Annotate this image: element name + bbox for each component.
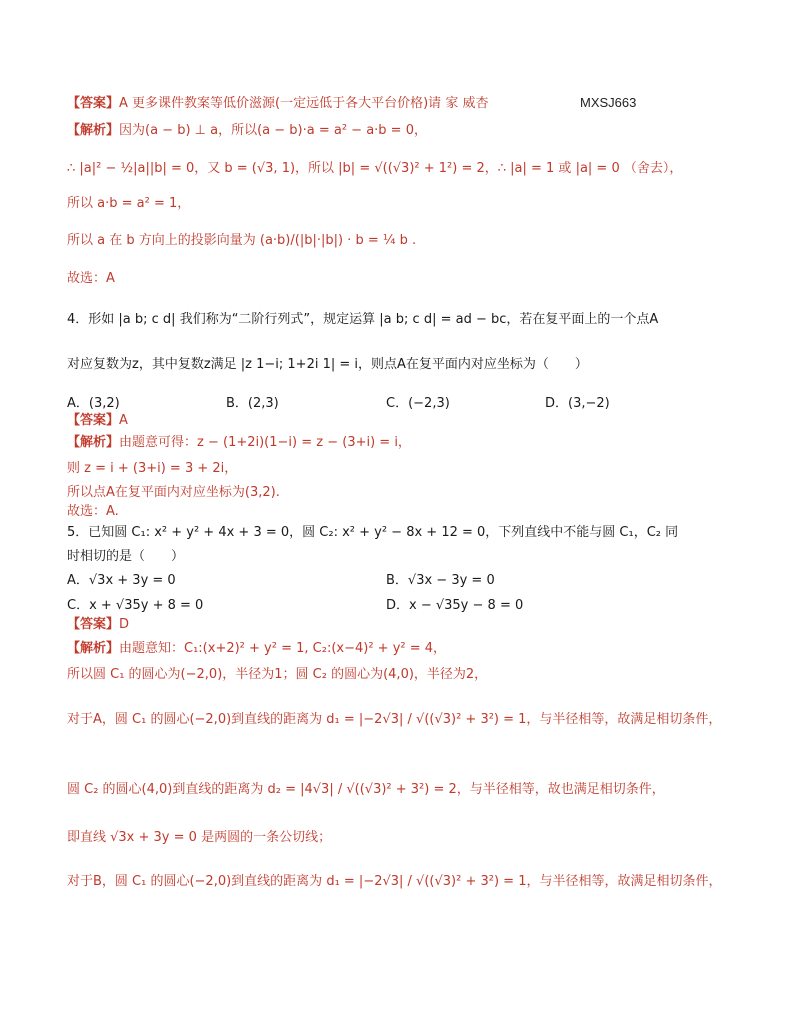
question-4-option-d: D．(3,−2) — [545, 396, 610, 411]
analysis-3-line1 — [67, 122, 427, 140]
analysis-5-line5: 即直线 √3x + 3y = 0 是两圆的一条公切线； — [67, 830, 332, 845]
answer-text: D — [119, 617, 130, 632]
analysis-text: 因为(a − b) ⊥ a，所以(a − b)·a = a² − a·b = 0， — [119, 123, 427, 138]
analysis-4-conclusion: 故选：A. — [67, 504, 119, 519]
analysis-5-line2: 所以圆 C₁ 的圆心为(−2,0)，半径为1；圆 C₂ 的圆心为(4,0)，半径为2， — [67, 667, 488, 682]
answer-3 — [67, 95, 488, 113]
question-5-option-b: B．√3x − 3y = 0 — [386, 573, 495, 588]
answer-tag: 【答案】 — [67, 96, 120, 111]
analysis-tag: 【解析】 — [67, 641, 120, 656]
question-4-line2: 对应复数为z，其中复数z满足 |z 1−i; 1+2i 1| = i，则点A在复平面内对应坐标为（ ） — [67, 357, 588, 372]
question-4-line1: 4．形如 |a b; c d| 我们称为“二阶行列式”，规定运算 |a b; c d| = ad − bc，若在复平面上的一个点A — [67, 312, 659, 327]
question-4-option-b: B．(2,3) — [226, 396, 279, 411]
analysis-text: 由题意可得：z − (1+2i)(1−i) = z − (3+i) = i， — [119, 435, 411, 450]
question-5-line2: 时相切的是（ ） — [67, 549, 185, 564]
question-4-option-a: A．(3,2) — [67, 396, 120, 411]
question-5-option-a: A．√3x + 3y = 0 — [67, 573, 176, 588]
question-4-option-c: C．(−2,3) — [386, 396, 450, 411]
question-5-option-d: D．x − √35y − 8 = 0 — [386, 598, 524, 613]
answer-text: A — [119, 413, 128, 428]
analysis-4-line2: 则 z = i + (3+i) = 3 + 2i， — [67, 461, 238, 476]
analysis-text: 由题意知：C₁:(x+2)² + y² = 1, C₂:(x−4)² + y² = 4， — [119, 641, 447, 656]
analysis-5-line3: 对于A，圆 C₁ 的圆心(−2,0)到直线的距离为 d₁ = |−2√3| / √((√3)² + 3²) = 1，与半径相等，故满足相切条件， — [67, 712, 722, 727]
analysis-5-line1 — [67, 640, 446, 658]
answer-5 — [67, 616, 129, 634]
analysis-3-conclusion: 故选：A — [67, 271, 115, 286]
analysis-3-line3: 所以 a·b = a² = 1， — [67, 196, 191, 211]
question-5-line1: 5．已知圆 C₁: x² + y² + 4x + 3 = 0，圆 C₂: x² + y² − 8x + 12 = 0，下列直线中不能与圆 C₁，C₂ 同 — [67, 525, 679, 540]
analysis-5-line6: 对于B，圆 C₁ 的圆心(−2,0)到直线的距离为 d₁ = |−2√3| / √((√3)² + 3²) = 1，与半径相等，故满足相切条件， — [67, 874, 722, 889]
analysis-tag: 【解析】 — [67, 123, 120, 138]
analysis-tag: 【解析】 — [67, 435, 120, 450]
answer-tag: 【答案】 — [67, 617, 120, 632]
analysis-3-line2: ∴ |a|² − ½|a||b| = 0，又 b = (√3, 1)，所以 |b| = √((√3)² + 1²) = 2，∴ |a| = 1 或 |a| = 0 （舍去）， — [67, 161, 683, 176]
analysis-3-line4: 所以 a 在 b 方向上的投影向量为 (a·b)/(|b|·|b|) · b = ¼ b . — [67, 233, 417, 248]
analysis-4-line1 — [67, 434, 411, 452]
question-5-option-c: C．x + √35y + 8 = 0 — [67, 598, 204, 613]
analysis-5-line4: 圆 C₂ 的圆心(4,0)到直线的距离为 d₂ = |4√3| / √((√3)² + 3²) = 2，与半径相等，故也满足相切条件， — [67, 782, 665, 797]
watermark-code: MXSJ663 — [580, 95, 637, 110]
analysis-4-line3: 所以点A在复平面内对应坐标为(3,2). — [67, 485, 280, 500]
answer-tag: 【答案】 — [67, 413, 120, 428]
answer-4 — [67, 412, 128, 430]
answer-text: A 更多课件教案等低价滋源(一定远低于各大平台价格)请 家 威杏 — [119, 96, 489, 111]
